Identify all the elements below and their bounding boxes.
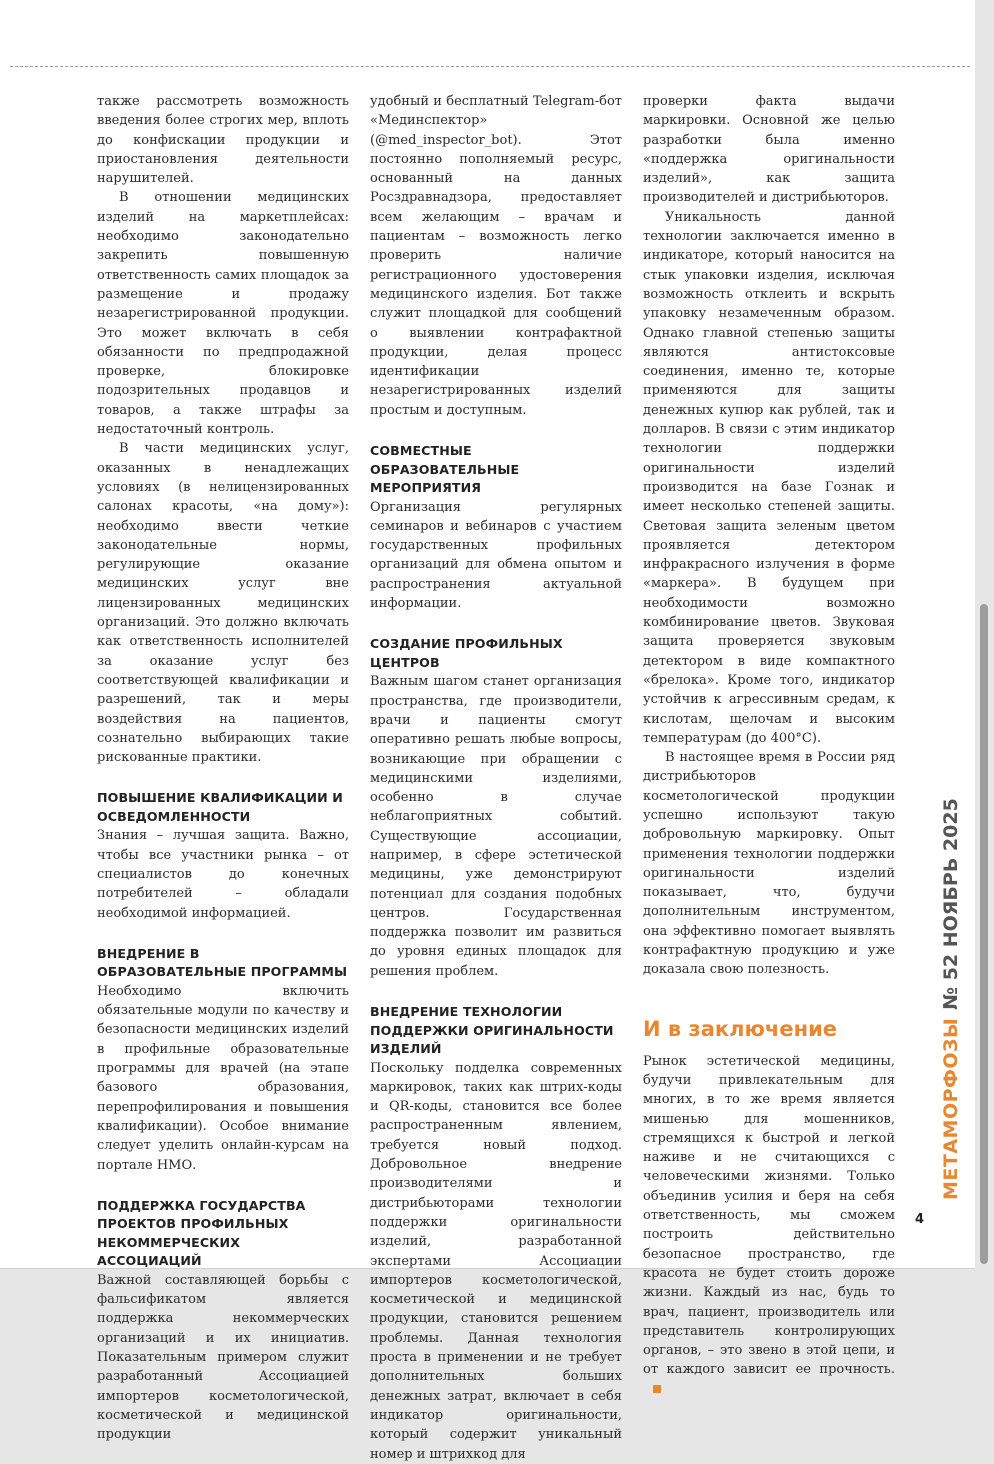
paragraph: Важной составляющей борьбы с фальсификатом является поддержка некоммерческих организаций и их инициатив. Показательным примером служит разработанный Ассоциацией импортеров косметологической, косметической и медицинской продукции — [97, 1272, 349, 1443]
section-heading: ВНЕДРЕНИЕ В ОБРАЗОВАТЕЛЬНЫЕ ПРОГРАММЫ — [97, 945, 348, 980]
paragraph: Знания – лучшая защита. Важно, чтобы все участники рынка – от специалистов до конечных потребителей – обладали необходимой информацией. — [97, 828, 349, 921]
page-number: 4 — [915, 1212, 925, 1227]
column-1 — [97, 92, 349, 1445]
scrollbar[interactable] — [980, 604, 988, 1264]
section-heading: ПОВЫШЕНИЕ КВАЛИФИКАЦИИ И ОСВЕДОМЛЕННОСТИ — [97, 790, 343, 824]
paragraph: В настоящее время в России ряд дистрибьюторов косметологической продукции успешно используют такую добровольную маркировку. Опыт применения технологии поддержки оригинальности изделий показывает, что, будучи дополнительным инструментом, она эффективно помогает выявлять контрафактную продукцию и уже доказала свою полезность. — [643, 750, 895, 978]
paragraph: Поскольку подделка современных маркировок, таких как штрих-коды и QR-коды, становится все более распространенным явлением, требуется новый подход. Добровольное внедрение производителями и дистрибьюторами технологии поддержки оригинальности изделий, разработанной экспертами Ассоциации импортеров косметологической, косметической и медицинской продукции, становится решением проблемы. Данная технология проста в применении и не требует дополнительных больших денежных затрат, включает в себя индикатор оригинальности, который содержит уникальный номер и штрихкод для — [370, 1060, 622, 1462]
section-heading: СОВМЕСТНЫЕ ОБРАЗОВАТЕЛЬНЫЕ МЕРОПРИЯТИЯ — [370, 443, 520, 496]
paragraph: Важным шагом станет организация пространства, где производители, врачи и пациенты смогут оперативно решать любые вопросы, возникающие при обращении с медицинскими изделиями, особенно в случае неблагоприятных событий. Существующие ассоциации, например, в сфере эстетической медицины, уже демонстрируют потенциал для создания подобных центров. Государственная поддержка позволит им развиться до уровня единых площадок для решения проблем. — [370, 674, 622, 979]
top-margin — [0, 0, 975, 64]
paragraph: Уникальность данной технологии заключается именно в индикаторе, который наносится на стык упаковки изделия, исключая возможность отклеить и вскрыть упаковку незамеченным образом. Однако главной степенью защиты являются антистоксовые соединения, именно те, которые применяются для защиты денежных купюр как рублей, так и долларов. В связи с этим индикатор технологии поддержки оригинальности изделий производится на базе Гознак и имеет несколько степеней защиты. Световая защита зеленым цветом проявляется детектором инфракрасного излучения в форме «маркера». В будущем при необходимости возможно комбинирование цветов. Звуковая защита проверяется звуковым детектором в виде компактного «брелока». Кроме того, индикатор устойчив к агрессивным средам, к кислотам, щелочам и высоким температурам (до 400°С). — [643, 209, 895, 746]
paragraph: проверки факта выдачи маркировки. Основной же целью разработки была именно «поддержка оригинальности изделий», как защита производителей и дистрибьюторов. — [643, 94, 895, 206]
paragraph: удобный и бесплатный Telegram-бот «Мединспектор» (@med_inspector_bot). Этот постоянно пополняемый ресурс, основанный на данных Росздравнадзора, предоставляет всем желающим – врачам и пациентам – возможность легко проверить наличие регистрационного удостоверения медицинского изделия. Бот также служит площадкой для сообщений о выявлении контрафактной продукции, делая процесс идентификации незарегистрированных изделий простым и доступным. — [370, 94, 622, 418]
conclusion-title: И в заключение — [643, 1016, 838, 1041]
paragraph: Необходимо включить обязательные модули по качеству и безопасности медицинских изделий в профильные образовательные программы для врачей (на этапе базового образования, перепрофилирования и повышения квалификации). Особое внимание следует уделить онлайн-курсам на портале НМО. — [97, 983, 349, 1173]
end-of-article-mark — [653, 1385, 661, 1393]
paragraph: В отношении медицинских изделий на маркетплейсах: необходимо законодательно закрепить повышенную ответственность самих площадок за размещение и продажу незарегистрированной продукции. Это может включать в себя обязанности по предпродажной проверке, блокировке подозрительных продавцов и товаров, а также штрафы за недостаточный контроль. — [97, 190, 349, 438]
paragraph: В части медицинских услуг, оказанных в ненадлежащих условиях (в нелицензированных салонах красоты, «на дому»): необходимо ввести четкие законодательные нормы, регулирующие оказание медицинских услуг вне лицензированных медицинских организаций. Это должно включать как ответственность исполнителей за оказание услуг без соответствующей квалификации и разрешений, так и меры воздействия на пациентов, сознательно выбирающих такие рискованные практики. — [97, 441, 349, 766]
section-heading: ВНЕДРЕНИЕ ТЕХНОЛОГИИ ПОДДЕРЖКИ ОРИГИНАЛЬНОСТИ ИЗДЕЛИЙ — [370, 1004, 614, 1057]
dashed-divider — [10, 66, 970, 67]
paragraph — [643, 1052, 895, 1399]
issue-label: № 52 НОЯБРЬ 2025 — [940, 798, 962, 1010]
column-3 — [643, 92, 895, 1399]
paragraph: также рассмотреть возможность введения более строгих мер, вплоть до конфискации продукции и приостановления деятельности нарушителей. — [97, 94, 349, 187]
conclusion-text: Рынок эстетической медицины, будучи привлекательным для многих, в то же время является мишенью для мошенников, стремящихся к быстрой и легкой наживе и не считающихся с человеческими жизнями. Только объединив усилия и беря на себя ответственность, мы сможем построить действительно безопасное пространство, где красота не будет стоить дороже жизни. Каждый из нас, будь то врач, пациент, производитель или представитель контролирующих органов, – это звено в этой цепи, и от каждого зависит ее прочность. — [643, 1053, 895, 1378]
section-heading: ПОДДЕРЖКА ГОСУДАРСТВА ПРОЕКТОВ ПРОФИЛЬНЫХ НЕКОММЕРЧЕСКИХ АССОЦИАЦИЙ — [97, 1197, 306, 1269]
paragraph: Организация регулярных семинаров и вебинаров с участием государственных профильных организаций для обмена опытом и распространения актуальной информации. — [370, 499, 622, 612]
column-2 — [370, 92, 622, 1464]
running-footer — [940, 798, 962, 1200]
section-heading: СОЗДАНИЕ ПРОФИЛЬНЫХ ЦЕНТРОВ — [370, 636, 563, 670]
magazine-name: МЕТАМОРФОЗЫ — [940, 1017, 962, 1200]
